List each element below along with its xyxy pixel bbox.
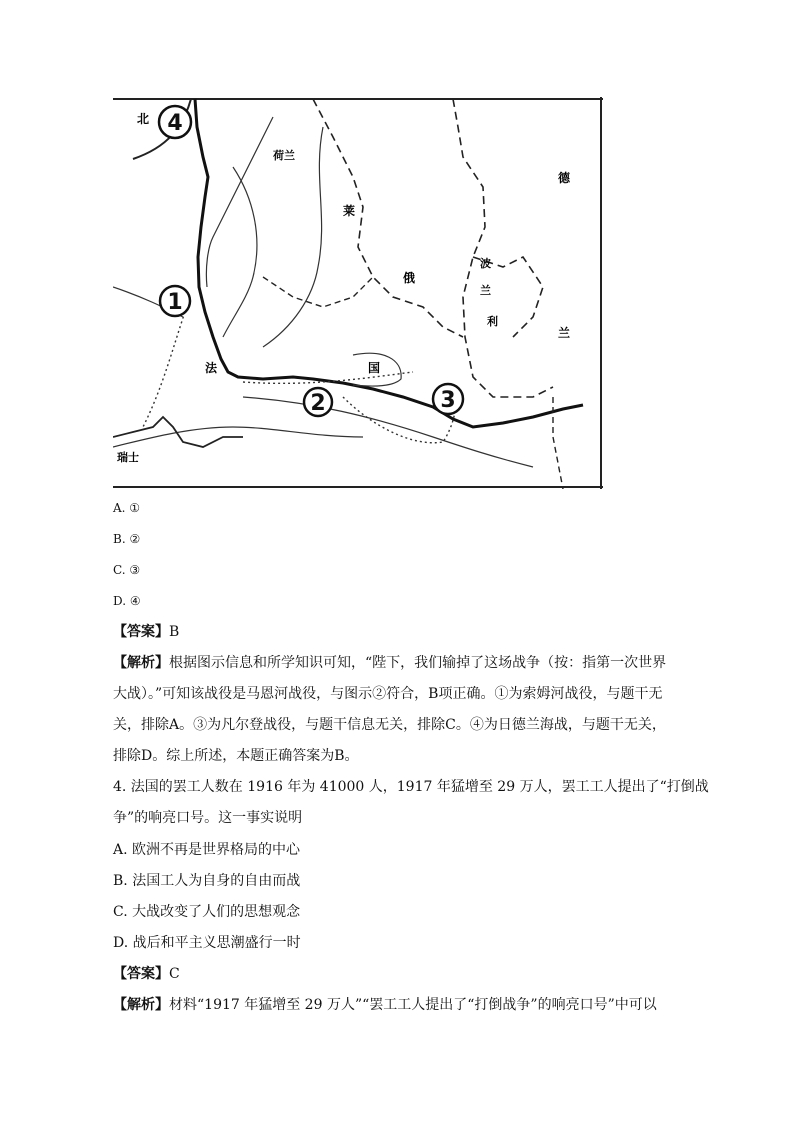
map-label-rhine: 莱 xyxy=(343,204,356,218)
map-label-poland-2: 兰 xyxy=(480,284,491,297)
map-label-switzerland: 瑞士 xyxy=(117,451,139,464)
map-marker-3 xyxy=(433,384,463,414)
map-label-france: 法 xyxy=(205,361,218,375)
q3-answer xyxy=(113,622,179,642)
map-marker-1 xyxy=(160,286,190,316)
svg-text:1: 1 xyxy=(167,290,183,315)
q4-analysis-line-1 xyxy=(113,995,657,1015)
map-label-poland-1: 波 xyxy=(480,257,491,270)
q3-analysis-line-2: 大战）。”可知该战役是马恩河战役，与图示②符合，B项正确。①为索姆河战役，与题干无 xyxy=(113,686,663,702)
q4-stem-line-2: 争”的响亮口号。这一事实说明 xyxy=(113,810,303,826)
q4-answer-tag: 【答案】 xyxy=(113,966,169,982)
map-label-north-sea: 北 xyxy=(137,112,150,126)
battle-map xyxy=(113,97,603,489)
q3-analysis-line-3: 关，排除A。③为凡尔登战役，与题干信息无关，排除C。④为日德兰海战，与题干无关， xyxy=(113,717,666,733)
svg-text:4: 4 xyxy=(167,111,183,136)
q3-answer-value: B xyxy=(169,624,180,640)
map-label-poland-3: 利 xyxy=(487,315,498,328)
q4-stem-line-1: 4. 法国的罢工人数在 1916 年为 41000 人，1917 年猛增至 29 万人，罢工工人提出了“打倒战 xyxy=(113,779,709,795)
q4-option-a: A. 欧洲不再是世界格局的中心 xyxy=(113,842,301,858)
svg-text:3: 3 xyxy=(440,388,456,413)
q4-option-c: C. 大战改变了人们的思想观念 xyxy=(113,904,301,920)
map-marker-2 xyxy=(304,388,332,416)
map-label-russia: 俄 xyxy=(403,271,416,285)
svg-text:2: 2 xyxy=(310,391,326,416)
map-label-lake: 兰 xyxy=(558,326,571,340)
q3-answer-tag: 【答案】 xyxy=(113,624,169,640)
q3-analysis-text-1: 根据图示信息和所学知识可知，“陛下，我们输掉了这场战争（按：指第一次世界 xyxy=(169,655,667,671)
map-label-germany: 德 xyxy=(558,171,571,185)
q3-analysis-line-4: 排除D。综上所述，本题正确答案为B。 xyxy=(113,748,359,764)
q3-option-b: B. ② xyxy=(113,532,141,546)
q4-analysis-tag: 【解析】 xyxy=(113,997,169,1013)
q4-option-d: D. 战后和平主义思潮盛行一时 xyxy=(113,935,301,951)
q4-answer-value: C xyxy=(169,966,180,982)
q3-analysis-line-1 xyxy=(113,653,666,673)
map-label-netherlands: 荷兰 xyxy=(273,149,295,162)
q4-answer xyxy=(113,964,180,984)
map-label-country: 国 xyxy=(368,361,381,375)
q4-analysis-text-1: 材料“1917 年猛增至 29 万人”“罢工工人提出了“打倒战争”的响亮口号”中可以 xyxy=(169,997,657,1013)
q3-option-d: D. ④ xyxy=(113,594,141,608)
q3-option-a: A. ① xyxy=(113,501,141,515)
q3-analysis-tag: 【解析】 xyxy=(113,655,169,671)
q4-option-b: B. 法国工人为自身的自由而战 xyxy=(113,873,301,889)
map-marker-4 xyxy=(159,106,191,138)
q3-option-c: C. ③ xyxy=(113,563,141,577)
